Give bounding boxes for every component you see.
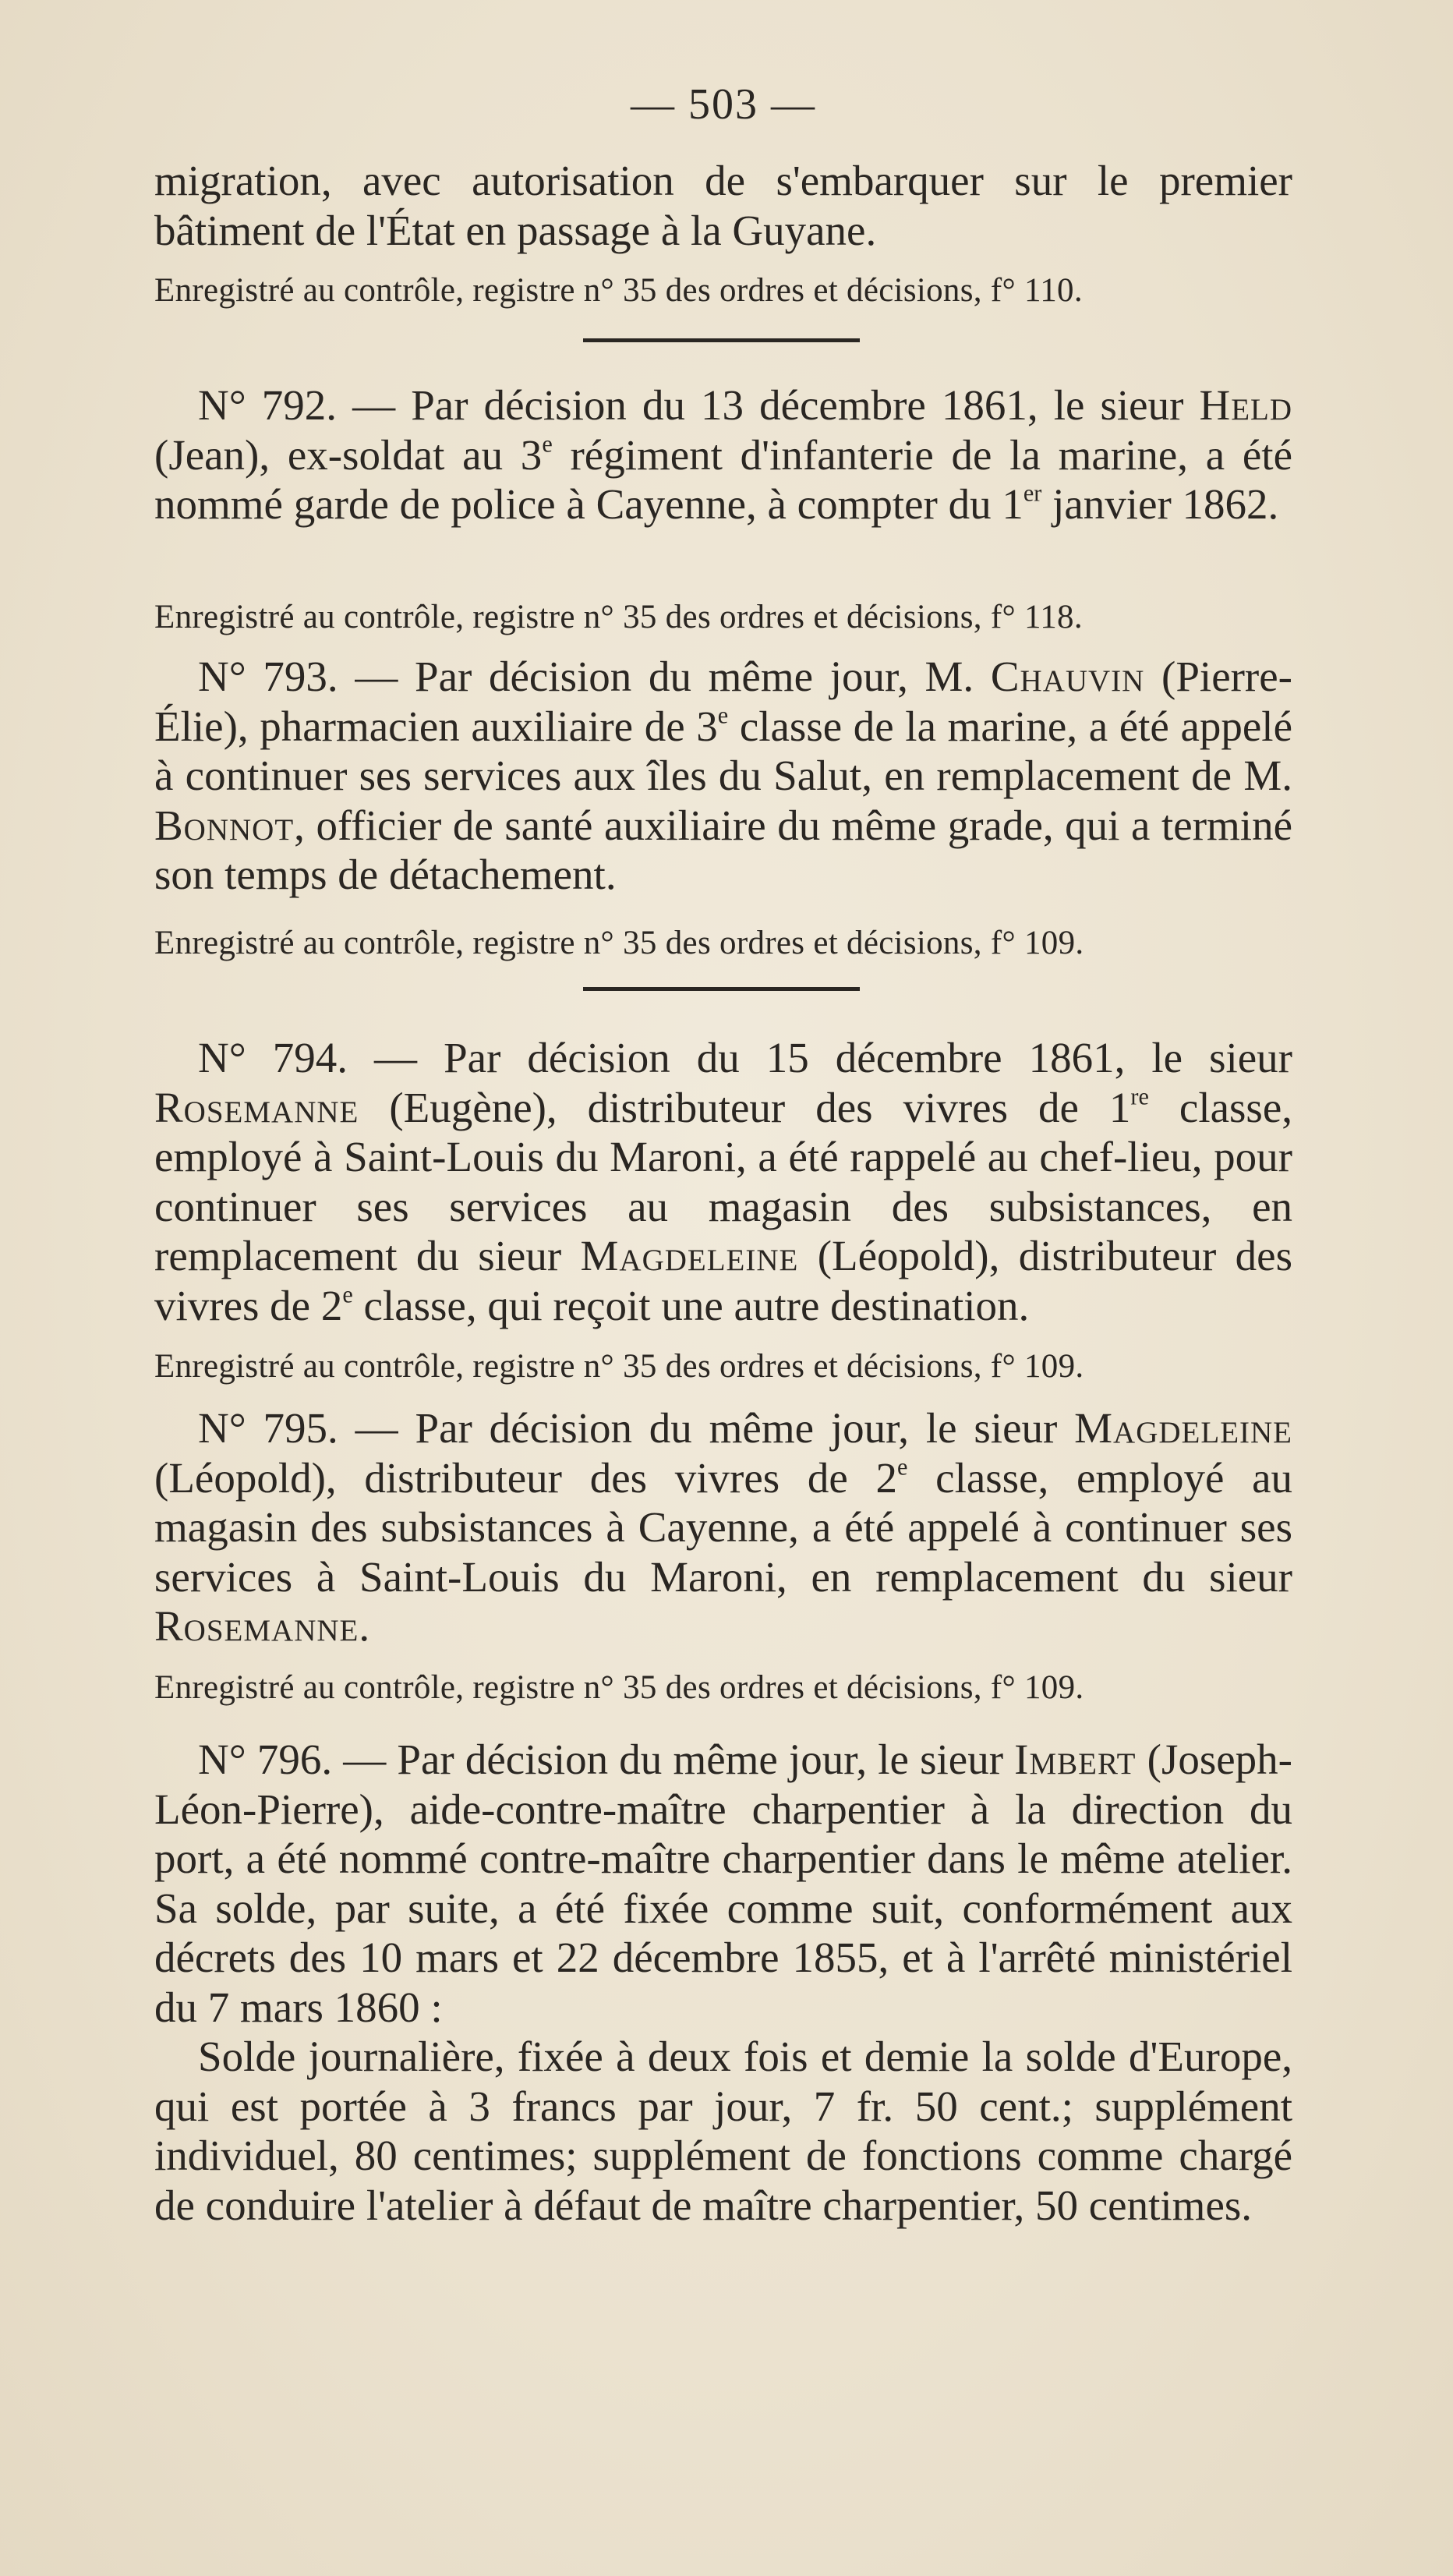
entry-796: N° 796. — Par décision du même jour, le sieur Imbert (Joseph-Léon-Pierre), aide-contre-maître charpentier à la direction du port, a été nommé contre-maître charpentier dans le même atelier. Sa solde, par suite, a été fixée comme suit, conformément aux décrets des 10 mars et 22 décembre 1855, et à l'arrêté ministériel du 7 mars 1860 : — [154, 1736, 1292, 2031]
person-name: Magdeleine — [580, 1232, 799, 1279]
section-divider — [583, 338, 860, 342]
entry-793-registration: Enregistré au contrôle, registre n° 35 des ordres et décisions, f° 109. — [154, 925, 1084, 961]
entry-794-registration: Enregistré au contrôle, registre n° 35 des ordres et décisions, f° 109. — [154, 1348, 1084, 1385]
person-name: Rosemanne — [154, 1083, 359, 1131]
entry-795-registration: Enregistré au contrôle, registre n° 35 des ordres et décisions, f° 109. — [154, 1669, 1084, 1706]
entry-number: N° 793. — [198, 653, 338, 700]
page-number: — 503 — — [631, 80, 816, 129]
person-name: Magdeleine — [1074, 1404, 1292, 1452]
entry-number: N° 796. — [198, 1736, 333, 1783]
person-name: Held — [1199, 381, 1293, 429]
person-name: Imbert — [1014, 1736, 1137, 1783]
intro-paragraph: migration, avec autorisation de s'embarquer sur le premier bâtiment de l'État en passage à la Guyane. — [154, 157, 1292, 254]
entry-number: N° 795. — [198, 1404, 338, 1452]
section-divider — [583, 987, 860, 991]
person-name: Bonnot — [154, 801, 295, 849]
entry-794: N° 794. — Par décision du 15 décembre 1861, le sieur Rosemanne (Eugène), distributeur des vivres de 1re classe, employé à Saint-Louis du Maroni, a été rappelé au chef-lieu, pour continuer ses services au magasin des subsistances, en remplacement du sieur Magdeleine (Léopold), distributeur des vivres de 2e classe, qui reçoit une autre destination. — [154, 1034, 1293, 1329]
entry-792-registration: Enregistré au contrôle, registre n° 35 des ordres et décisions, f° 118. — [154, 599, 1083, 635]
intro-registration: Enregistré au contrôle, registre n° 35 des ordres et décisions, f° 110. — [154, 272, 1083, 309]
entry-793: N° 793. — Par décision du même jour, M. Chauvin (Pierre-Élie), pharmacien auxiliaire de 3e classe de la marine, a été appelé à continuer ses services aux îles du Salut, en remplacement de M. Bonnot, officier de santé auxiliaire du même grade, qui a terminé son temps de détachement. — [154, 653, 1292, 898]
entry-792: N° 792. — Par décision du 13 décembre 1861, le sieur Held (Jean), ex-soldat au 3e régiment d'infanterie de la marine, a été nommé garde de police à Cayenne, à compter du 1er janvier 1862. — [154, 381, 1293, 528]
entry-number: N° 794. — [198, 1034, 348, 1081]
entry-795: N° 795. — Par décision du même jour, le sieur Magdeleine (Léopold), distributeur des vivres de 2e classe, employé au magasin des subsistances à Cayenne, a été appelé à continuer ses services à Saint-Louis du Maroni, en remplacement du sieur Rosemanne. — [154, 1404, 1292, 1650]
entry-796-continuation: Solde journalière, fixée à deux fois et demie la solde d'Europe, qui est portée à 3 francs par jour, 7 fr. 50 cent.; supplément individuel, 80 centimes; supplément de fonctions comme chargé de conduire l'atelier à défaut de maître charpentier, 50 centimes. — [154, 2033, 1292, 2229]
entry-number: N° 792. — [198, 381, 338, 429]
person-name: Rosemanne — [154, 1602, 359, 1650]
person-name: Chauvin — [990, 653, 1145, 700]
